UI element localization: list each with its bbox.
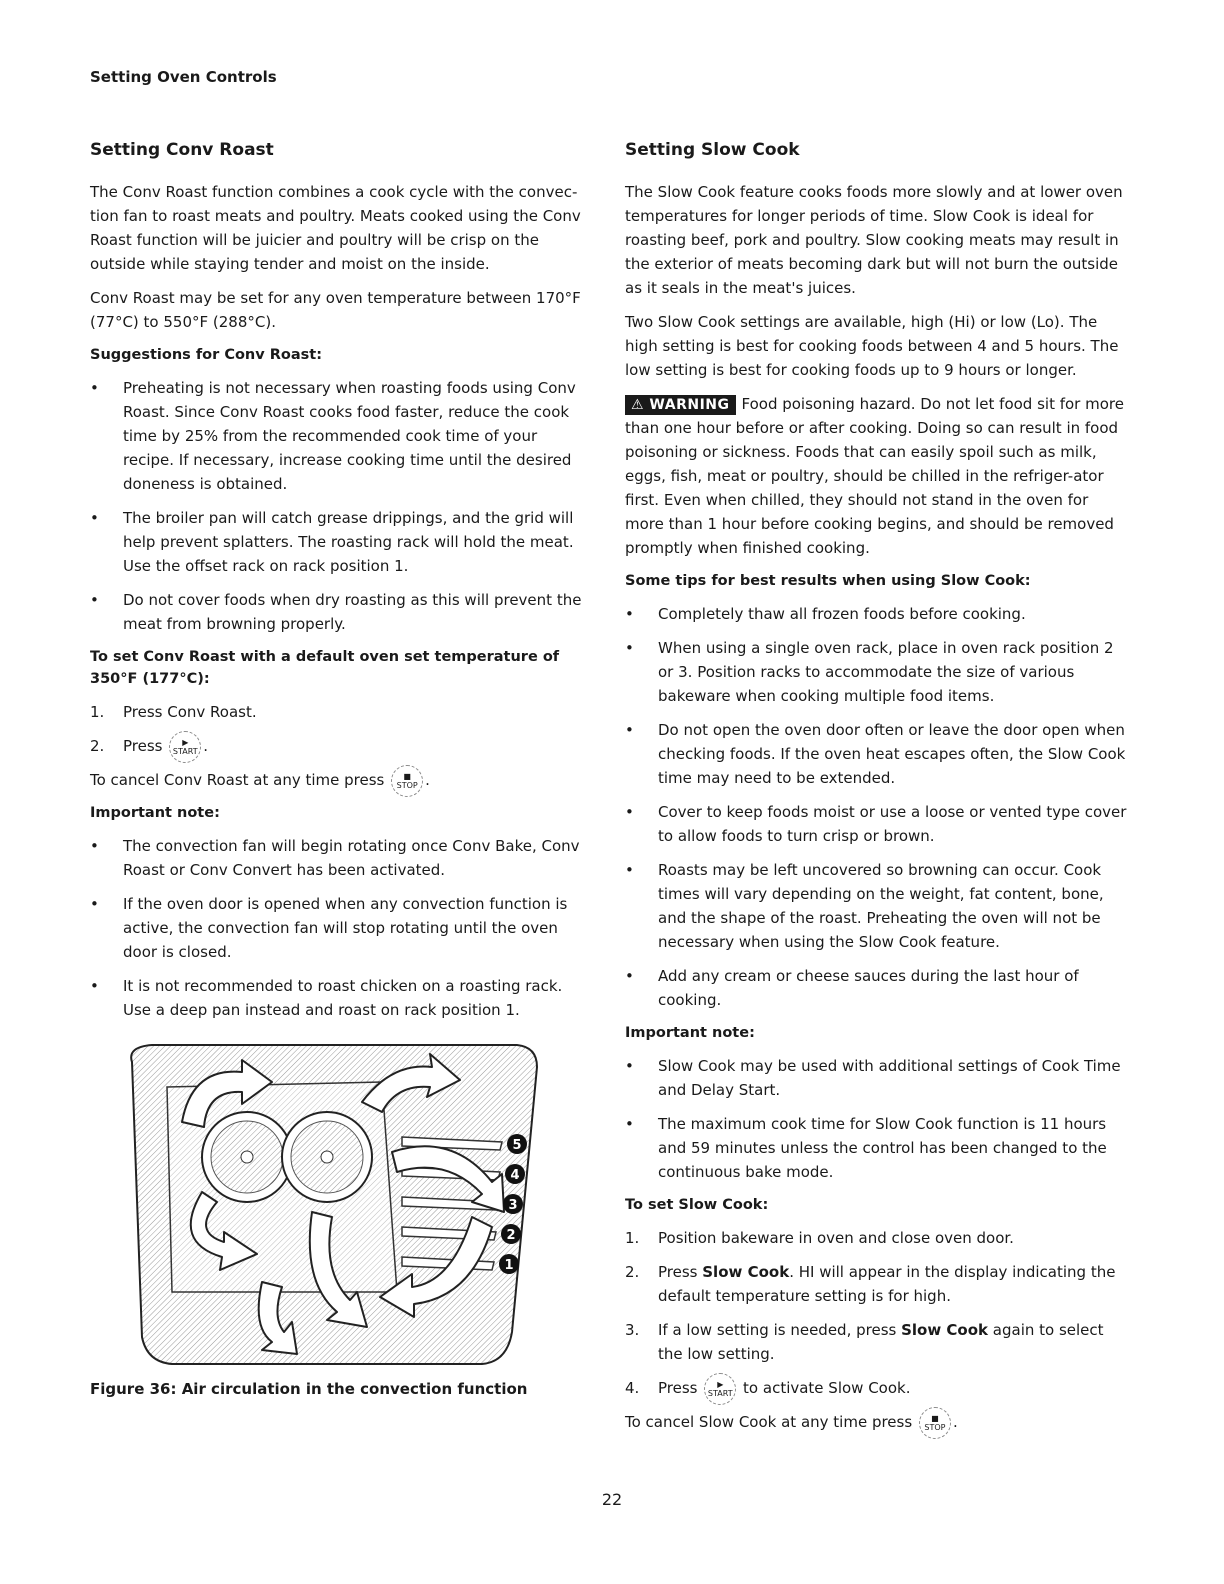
list-item: • Roasts may be left uncovered so browning can occur. Cook times will vary depending on the weight, fat content, bone, and the shape of the roast. Preheating the oven will not be necessary when using the Slow Cook feature. xyxy=(625,858,1130,954)
step-end: . xyxy=(203,737,209,755)
rack-position-4: 4 xyxy=(510,1168,520,1183)
slow-cook-steps xyxy=(625,1226,1130,1400)
step-key: Slow Cook xyxy=(901,1321,989,1339)
step-text: If a low setting is needed, press xyxy=(658,1321,902,1339)
list-item: • Do not cover foods when dry roasting as this will prevent the meat from browning properly. xyxy=(90,588,590,636)
slow-cook-intro: The Slow Cook feature cooks foods more slowly and at lower oven temperatures for longer periods of time. Slow Cook is ideal for roasting beef, pork and poultry. Slow cooking meats may result in the exterior of meats becoming dark but will not burn the outside as it seals in the meat's juices. xyxy=(625,183,1123,297)
warning-text: Food poisoning hazard. Do not let food sit for more than one hour before or after cooking. Doing so can result in food poisoning or sickness. Foods that can easily spoil such as milk, eggs, fish, meat or poultry, should be chilled in the refriger-ator first. Even when chilled, they should not stand in the oven for more than 1 hour before cooking begins, and should be removed promptly when finished cooking. xyxy=(625,395,1124,557)
step-text: Press xyxy=(123,737,163,755)
list-item: • Do not open the oven door often or leave the door open when checking foods. If the oven heat escapes often, the Slow Cook time may need to be extended. xyxy=(625,718,1130,790)
step-item xyxy=(625,1260,1130,1308)
start-label: START xyxy=(172,746,198,756)
step-text: again to select the low setting. xyxy=(658,1321,1104,1363)
tips-list xyxy=(625,602,1130,1012)
stop-square-icon: ■ xyxy=(931,1413,939,1423)
list-item: • The broiler pan will catch grease drippings, and the grid will help prevent splatters. The roasting rack will hold the meat. Use the offset rack on rack position 1. xyxy=(90,506,590,578)
stop-button-icon xyxy=(391,765,423,797)
list-item: • Add any cream or cheese sauces during the last hour of cooking. xyxy=(625,964,1130,1012)
conv-roast-intro: The Conv Roast function combines a cook cycle with the convec-tion fan to roast meats and poultry. Meats cooked using the Conv Roast function will be juicier and poultry will be crisp on the outside while staying tender and moist on the inside. xyxy=(90,183,581,273)
slow-cook-settings: Two Slow Cook settings are available, high (Hi) or low (Lo). The high setting is best for cooking foods between 4 and 5 hours. The low setting is best for cooking foods up to 9 hours or longer. xyxy=(625,313,1119,379)
step-number: 4. xyxy=(625,1379,640,1397)
important-notes-list xyxy=(90,834,590,1022)
list-item: • If the oven door is opened when any convection function is active, the convection fan will stop rotating until the oven door is closed. xyxy=(90,892,590,964)
rack-position-5: 5 xyxy=(512,1138,522,1153)
step-key: Slow Cook xyxy=(702,1263,790,1281)
list-item: • Slow Cook may be used with additional settings of Cook Time and Delay Start. xyxy=(625,1054,1130,1102)
step-item xyxy=(625,1226,1130,1250)
cancel-text: To cancel Conv Roast at any time press xyxy=(90,771,385,789)
step-item xyxy=(90,700,590,724)
stop-label: STOP xyxy=(396,780,418,790)
list-item: • Preheating is not necessary when roasting foods using Conv Roast. Since Conv Roast cooks food faster, reduce the cook time by 25% from the recommended cook time of your recipe. If necessary, increase cooking time until the desired doneness is obtained. xyxy=(90,376,590,496)
conv-roast-section xyxy=(90,138,590,1032)
step-text: Position bakeware in oven and close oven door. xyxy=(658,1229,1014,1247)
cancel-text: To cancel Slow Cook at any time press xyxy=(625,1413,913,1431)
important-note-heading: Important note: xyxy=(90,805,220,821)
set-conv-roast-heading: To set Conv Roast with a default oven set temperature of 350°F (177°C): xyxy=(90,649,560,687)
step-number: 2. xyxy=(625,1263,640,1281)
step-number: 1. xyxy=(90,703,105,721)
step-item xyxy=(625,1376,1130,1400)
page-number: 22 xyxy=(601,1490,623,1509)
conv-roast-steps xyxy=(90,700,590,758)
step-item xyxy=(625,1318,1130,1366)
suggestions-list xyxy=(90,376,590,636)
conv-roast-cancel xyxy=(90,768,590,792)
list-item: • It is not recommended to roast chicken on a roasting rack. Use a deep pan instead and roast on rack position 1. xyxy=(90,974,590,1022)
suggestions-heading: Suggestions for Conv Roast: xyxy=(90,347,323,363)
list-item: • Completely thaw all frozen foods before cooking. xyxy=(625,602,1130,626)
list-item: • When using a single oven rack, place in oven rack position 2 or 3. Position racks to accommodate the size of various bakeware when cooking multiple food items. xyxy=(625,636,1130,708)
step-text: Press xyxy=(658,1263,703,1281)
warning-block xyxy=(625,392,1130,560)
step-number: 2. xyxy=(90,737,105,755)
cancel-end: . xyxy=(425,771,430,789)
slow-cook-section xyxy=(625,138,1130,1444)
tips-heading: Some tips for best results when using Slow Cook: xyxy=(625,573,1031,589)
set-slow-cook-heading: To set Slow Cook: xyxy=(625,1197,769,1213)
start-button-icon xyxy=(704,1373,736,1405)
figure-caption: Figure 36: Air circulation in the convection function xyxy=(90,1380,528,1398)
stop-button-icon xyxy=(919,1407,951,1439)
play-icon: ▶ xyxy=(717,1379,724,1389)
conv-roast-temp-range: Conv Roast may be set for any oven temperature between 170°F (77°C) to 550°F (288°C). xyxy=(90,289,581,331)
stop-label: STOP xyxy=(924,1422,946,1432)
list-item: • The maximum cook time for Slow Cook function is 11 hours and 59 minutes unless the control has been changed to the continuous bake mode. xyxy=(625,1112,1130,1184)
step-number: 3. xyxy=(625,1321,640,1339)
slow-cook-cancel xyxy=(625,1410,1130,1434)
rack-position-3: 3 xyxy=(508,1198,518,1213)
play-icon: ▶ xyxy=(182,737,189,747)
list-item: • Cover to keep foods moist or use a loose or vented type cover to allow foods to turn crisp or brown. xyxy=(625,800,1130,848)
air-circulation-figure xyxy=(112,1042,542,1372)
step-text: . HI will appear in the display indicating the default temperature setting is for high. xyxy=(658,1263,1116,1305)
important-note-heading: Important note: xyxy=(625,1025,755,1041)
slow-cook-title: Setting Slow Cook xyxy=(625,140,800,160)
list-item: • The convection fan will begin rotating once Conv Bake, Conv Roast or Conv Convert has been activated. xyxy=(90,834,590,882)
rack-position-2: 2 xyxy=(506,1228,516,1243)
cancel-end: . xyxy=(952,1413,958,1431)
conv-roast-title: Setting Conv Roast xyxy=(90,140,274,160)
rack-position-1: 1 xyxy=(504,1258,514,1273)
stop-square-icon: ■ xyxy=(403,771,411,781)
step-item xyxy=(90,734,590,758)
step-text: to activate Slow Cook. xyxy=(743,1379,911,1397)
important-notes-list xyxy=(625,1054,1130,1184)
step-number: 1. xyxy=(625,1229,640,1247)
step-text: Press xyxy=(658,1379,698,1397)
step-text: Press Conv Roast. xyxy=(123,703,257,721)
warning-badge: ⚠ WARNING xyxy=(625,395,736,415)
start-button-icon xyxy=(169,731,201,763)
page-header: Setting Oven Controls xyxy=(90,68,277,86)
start-label: START xyxy=(707,1388,733,1398)
